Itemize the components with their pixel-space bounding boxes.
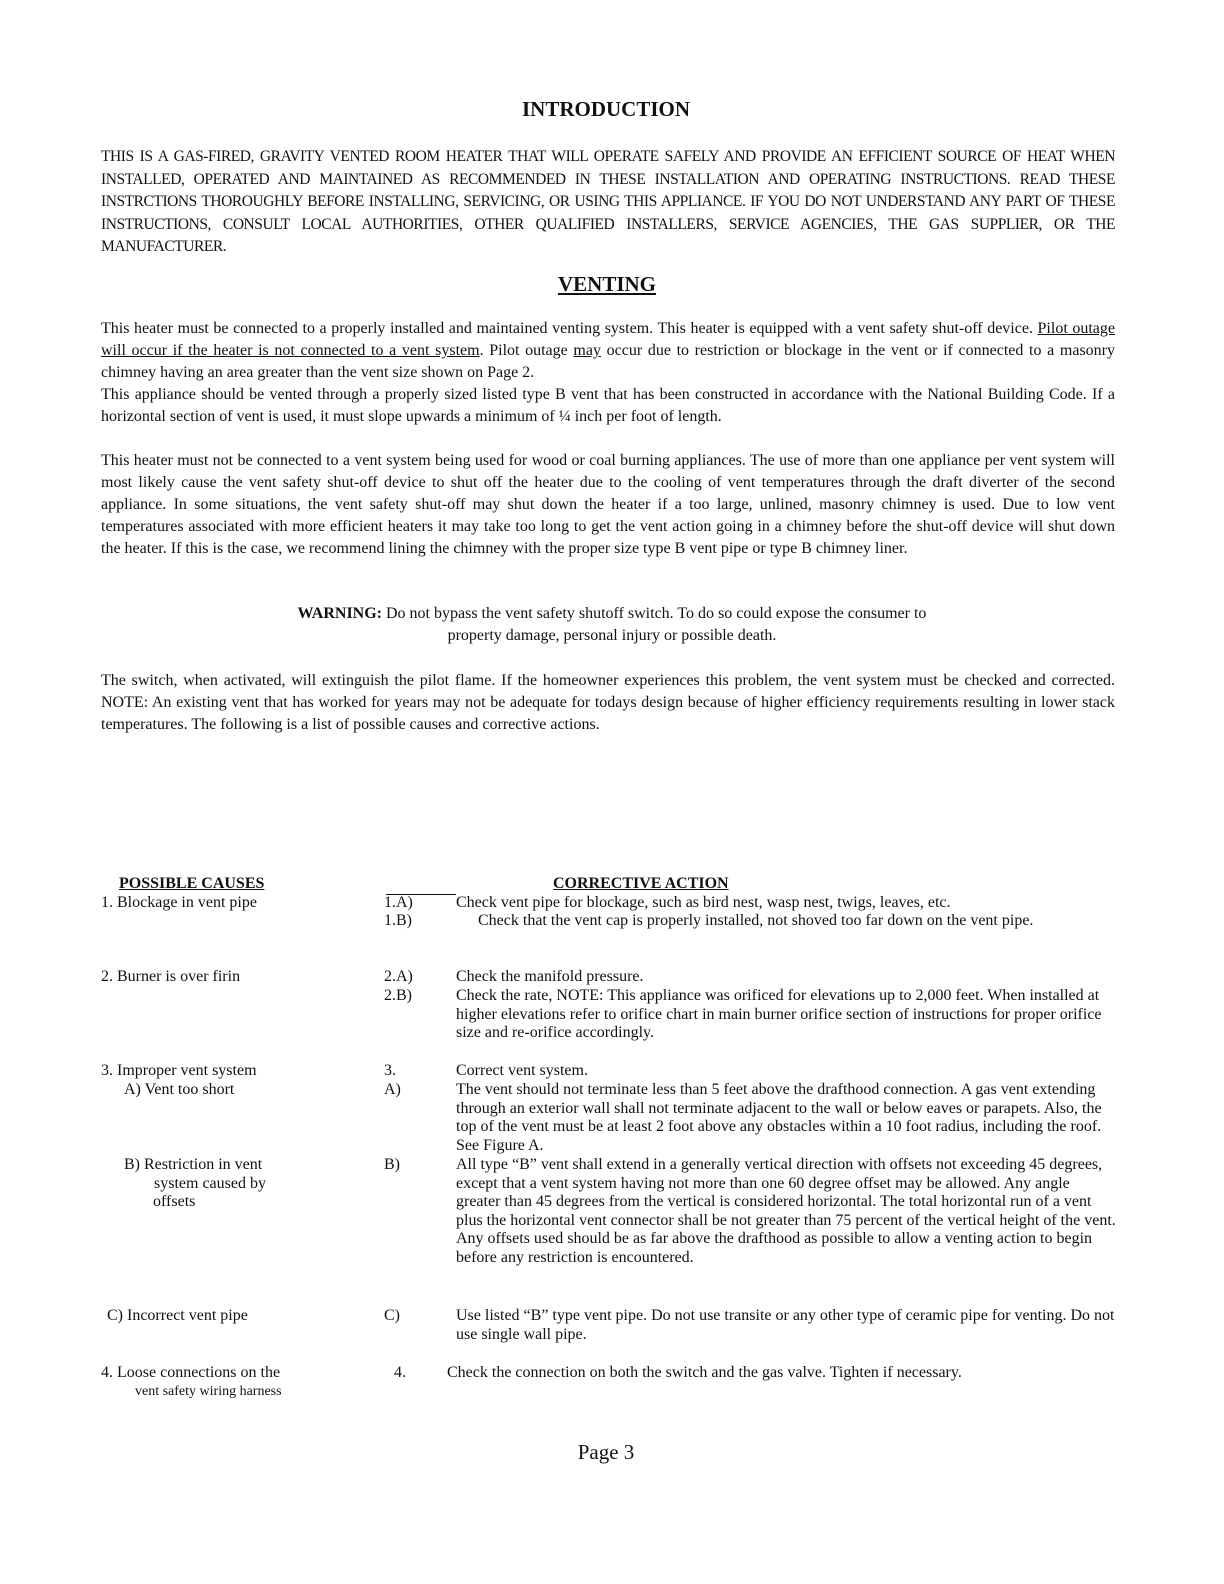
action-3b: All type “B” vent shall extend in a generally vertical direction with offsets not exceeding 45 degrees, except that a vent system having not more than one 60 degree offset may be allowed. Any angle greater than 45 degrees from the vertical is considered horizontal. The total horizontal run of a vent plus the horizontal vent connector shall be not greater than 75 percent of the vertical height of the vent. Any offsets used should be as far above the drafthood as possible to allow a venting action to begin before any restriction is encountered. <box>456 1156 1116 1266</box>
cause-line: 4. Loose connections on the <box>101 1364 281 1381</box>
warning-note <box>0 603 1224 647</box>
code-3a: A) <box>384 1081 401 1098</box>
cause-1: 1. Blockage in vent pipe <box>101 894 257 911</box>
action-2a: Check the manifold pressure. <box>456 968 644 985</box>
warning-text: Do not bypass the vent safety shutoff switch. To do so could expose the consumer to <box>382 605 927 622</box>
venting-paragraph-1 <box>101 318 1115 428</box>
cause-line: vent safety wiring harness <box>135 1383 282 1399</box>
cause-3b <box>124 1156 384 1212</box>
code-1a: 1.A) <box>384 894 413 911</box>
text-span: occur due to restriction or blockage in the vent or if connected to a masonry chimney having an area greater than the vent size shown on Page 2. <box>101 342 1115 381</box>
column-header-causes: POSSIBLE CAUSES <box>119 875 265 892</box>
warning-text: property damage, personal injury or possible death. <box>447 627 777 644</box>
cause-line: offsets <box>153 1193 196 1210</box>
code-4: 4. <box>394 1364 406 1381</box>
code-3c: C) <box>384 1307 400 1324</box>
venting-paragraph-3: The switch, when activated, will extinguish the pilot flame. If the homeowner experiences this problem, the vent system must be checked and corrected. NOTE: An existing vent that has worked for years may not be adequate for todays design because of higher efficiency requirements resulting in lower stack temperatures. The following is a list of possible causes and corrective actions. <box>101 672 1115 733</box>
code-3: 3. <box>384 1062 396 1079</box>
intro-paragraph: THIS IS A GAS-FIRED, GRAVITY VENTED ROOM HEATER THAT WILL OPERATE SAFELY AND PROVIDE AN EFFICIENT SOURCE OF HEAT WHEN INSTALLED, OPERATED AND MAINTAINED AS RECOMMENDED IN THESE INSTALLATION AND OPERATING INSTRUCTIONS. READ THESE INSTRCTIONS THOROUGHLY BEFORE INSTALLING, SERVICING, OR USING THIS APPLIANCE. IF YOU DO NOT UNDERSTAND ANY PART OF THESE INSTRUCTIONS, CONSULT LOCAL AUTHORITIES, OTHER QUALIFIED INSTALLERS, SERVICE AGENCIES, THE GAS SUPPLIER, OR THE MANUFACTURER. <box>101 148 1115 255</box>
venting-paragraph-2: This heater must not be connected to a vent system being used for wood or coal burning appliances. The use of more than one appliance per vent system will most likely cause the vent safety shut-off device to shut off the heater due to the cooling of vent temperatures through the draft diverter of the second appliance. In some situations, the vent safety shut-off may shut down the heater if a too large, unlined, masonry chimney is used. Due to low vent temperatures associated with more efficient heaters it may take too long to get the vent action going in a chimney before the shut-off device will shut down the heater. If this is the case, we recommend lining the chimney with the proper size type B vent pipe or type B chimney liner. <box>101 452 1115 557</box>
code-2b: 2.B) <box>384 987 412 1004</box>
code-2a: 2.A) <box>384 968 413 985</box>
page-title: INTRODUCTION <box>521 97 691 121</box>
cause-3: 3. Improper vent system <box>101 1062 257 1079</box>
warning-label: WARNING: <box>297 605 382 622</box>
cause-3a: A) Vent too short <box>124 1081 235 1098</box>
cause-line: system caused by <box>154 1174 266 1192</box>
code-1b: 1.B) <box>384 912 412 929</box>
action-3c: Use listed “B” type vent pipe. Do not use transite or any other type of ceramic pipe for venting. Do not use single wall pipe. <box>456 1307 1115 1343</box>
underlined-text: may <box>573 342 601 359</box>
venting-heading: VENTING <box>557 272 657 296</box>
text-span: This heater must be connected to a properly installed and maintained venting system. This heater is equipped with a vent safety shut-off device. <box>101 320 1038 337</box>
action-2b: Check the rate, NOTE: This appliance was orificed for elevations up to 2,000 feet. When installed at higher elevations refer to orifice chart in main burner orifice section of instructions for proper orifice size and re-orifice accordingly. <box>456 987 1102 1041</box>
action-4: Check the connection on both the switch and the gas valve. Tighten if necessary. <box>447 1364 962 1381</box>
text-span: This appliance should be vented through a properly sized listed type B vent that has been constructed in accordance with the National Building Code. If a horizontal section of vent is used, it must slope upwards a minimum of ¼ inch per foot of length. <box>101 386 1115 425</box>
action-3: Correct vent system. <box>456 1062 588 1079</box>
cause-line: B) Restriction in vent <box>124 1156 263 1173</box>
action-1a: Check vent pipe for blockage, such as bird nest, wasp nest, twigs, leaves, etc. <box>456 894 951 911</box>
action-1b: Check that the vent cap is properly installed, not shoved too far down on the vent pipe. <box>478 912 1034 929</box>
cause-3c: C) Incorrect vent pipe <box>107 1307 248 1324</box>
code-3b: B) <box>384 1156 400 1173</box>
column-header-actions: CORRECTIVE ACTION <box>553 875 729 892</box>
cause-2: 2. Burner is over firin <box>101 968 241 985</box>
cause-4 <box>101 1364 361 1401</box>
underlined-text: Pilot outage will occur if the heater is not connected to a vent system <box>101 320 1115 359</box>
page-number: Page 3 <box>577 1440 635 1464</box>
action-3a: The vent should not terminate less than 5 feet above the drafthood connection. A gas vent extending through an exterior wall shall not terminate adjacent to the wall or below eaves or parapets. Also, the top of the vent must be at least 2 foot above any obstacles within a 10 foot radius, including the roof. See Figure A. <box>456 1081 1102 1154</box>
text-span: . Pilot outage <box>479 342 574 359</box>
